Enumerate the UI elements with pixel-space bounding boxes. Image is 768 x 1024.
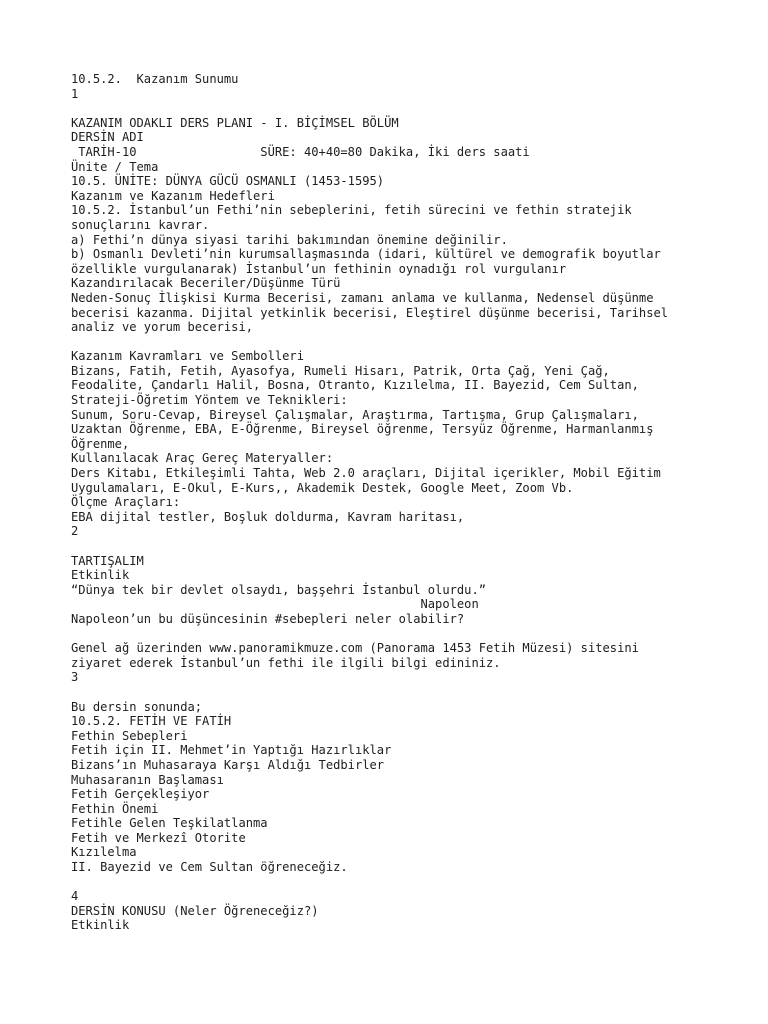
- text-line: Sunum, Soru-Cevap, Bireysel Çalışmalar, Araştırma, Tartışma, Grup Çalışmaları,: [71, 407, 639, 422]
- quote-attribution: Napoleon: [71, 597, 479, 612]
- topic-item: Kızılelma: [71, 845, 137, 860]
- text-line: 10.5.2. İstanbul’un Fethi’nin sebeplerini, fetih sürecini ve fethin stratejik: [71, 203, 632, 218]
- text-line: özellikle vurgulanarak) İstanbul’un fethinin oynadığı rol vurgulanır: [71, 261, 567, 276]
- text-line: Bu dersin sonunda;: [71, 699, 203, 714]
- topic-item: Fethin Önemi: [71, 801, 159, 816]
- text-line: sonuçlarını kavrar.: [71, 217, 210, 232]
- section-title: TARTIŞALIM: [71, 553, 144, 568]
- text-line: Uygulamaları, E-Okul, E-Kurs,, Akademik Destek, Google Meet, Zoom Vb.: [71, 480, 574, 495]
- text-line: Etkinlik: [71, 568, 130, 583]
- text-line: b) Osmanlı Devleti’nin kurumsallaşmasında (idari, kültürel ve demografik boyutlar: [71, 247, 661, 262]
- page-number: 3: [71, 670, 79, 685]
- blank-line: [71, 875, 731, 890]
- text-line: Ders Kitabı, Etkileşimli Tahta, Web 2.0 araçları, Dijital içerikler, Mobil Eğitim: [71, 466, 661, 481]
- text-line: Etkinlik: [71, 918, 130, 933]
- page-number: 2: [71, 524, 79, 539]
- topic-item: Fetihle Gelen Teşkilatlanma: [71, 816, 268, 831]
- text-line: Napoleon’un bu düşüncesinin #sebepleri neler olabilir?: [71, 611, 465, 626]
- page-number: 4: [71, 889, 79, 904]
- topic-item: II. Bayezid ve Cem Sultan öğreneceğiz.: [71, 860, 348, 875]
- text-line: Bizans, Fatih, Fetih, Ayasofya, Rumeli Hisarı, Patrik, Orta Çağ, Yeni Çağ,: [71, 363, 610, 378]
- topic-item: Fetih ve Merkezî Otorite: [71, 830, 246, 845]
- text-line: Ölçme Araçları:: [71, 495, 181, 510]
- blank-line: [71, 335, 731, 350]
- blank-line: [71, 627, 731, 642]
- blank-line: [71, 539, 731, 554]
- topic-item: Fetih için II. Mehmet’in Yaptığı Hazırlıklar: [71, 743, 392, 758]
- page-number: 1: [71, 86, 79, 101]
- document-body: [71, 72, 731, 933]
- text-line: analiz ve yorum becerisi,: [71, 320, 254, 335]
- text-line: Strateji-Öğretim Yöntem ve Teknikleri:: [71, 393, 348, 408]
- text-line: Ünite / Tema: [71, 159, 159, 174]
- text-line: Genel ağ üzerinden www.panoramikmuze.com (Panorama 1453 Fetih Müzesi) sitesini: [71, 641, 639, 656]
- text-line: Neden-Sonuç İlişkisi Kurma Becerisi, zamanı anlama ve kullanma, Nedensel düşünme: [71, 290, 654, 305]
- topic-item: Bizans’ın Muhasaraya Karşı Aldığı Tedbirler: [71, 757, 385, 772]
- topic-item: Muhasaranın Başlaması: [71, 772, 224, 787]
- text-line: Öğrenme,: [71, 436, 130, 451]
- text-line: 10.5. ÜNİTE: DÜNYA GÜCÜ OSMANLI (1453-1595): [71, 174, 385, 189]
- text-line: becerisi kazanma. Dijital yetkinlik becerisi, Eleştirel düşünme becerisi, Tarihsel: [71, 305, 669, 320]
- text-line: Kullanılacak Araç Gereç Materyaller:: [71, 451, 334, 466]
- text-line: DERSİN ADI: [71, 130, 144, 145]
- text-line: Kazanım Kavramları ve Sembolleri: [71, 349, 304, 364]
- topic-item: Fethin Sebepleri: [71, 728, 188, 743]
- section-title: DERSİN KONUSU (Neler Öğreneceğiz?): [71, 903, 319, 918]
- text-line: ziyaret ederek İstanbul’un fethi ile ilgili bilgi edininiz.: [71, 655, 501, 670]
- text-line: 10.5.2. Kazanım Sunumu: [71, 72, 239, 86]
- section-title: 10.5.2. FETİH VE FATİH: [71, 714, 232, 729]
- section-title: KAZANIM ODAKLI DERS PLANI - I. BİÇİMSEL BÖLÜM: [71, 115, 399, 130]
- blank-line: [71, 101, 731, 116]
- topic-item: Fetih Gerçekleşiyor: [71, 787, 210, 802]
- text-line: a) Fethi’n dünya siyasi tarihi bakımından önemine değinilir.: [71, 232, 508, 247]
- text-line: Uzaktan Öğrenme, EBA, E-Öğrenme, Bireysel öğrenme, Tersyüz Öğrenme, Harmanlanmış: [71, 422, 654, 437]
- text-line: TARİH-10 SÜRE: 40+40=80 Dakika, İki ders saati: [71, 144, 530, 159]
- quote-line: “Dünya tek bir devlet olsaydı, başşehri İstanbul olurdu.”: [71, 582, 487, 597]
- text-line: Feodalite, Çandarlı Halil, Bosna, Otranto, Kızılelma, II. Bayezid, Cem Sultan,: [71, 378, 639, 393]
- text-line: Kazandırılacak Beceriler/Düşünme Türü: [71, 276, 341, 291]
- blank-line: [71, 685, 731, 700]
- text-line: EBA dijital testler, Boşluk doldurma, Kavram haritası,: [71, 509, 465, 524]
- text-line: Kazanım ve Kazanım Hedefleri: [71, 188, 275, 203]
